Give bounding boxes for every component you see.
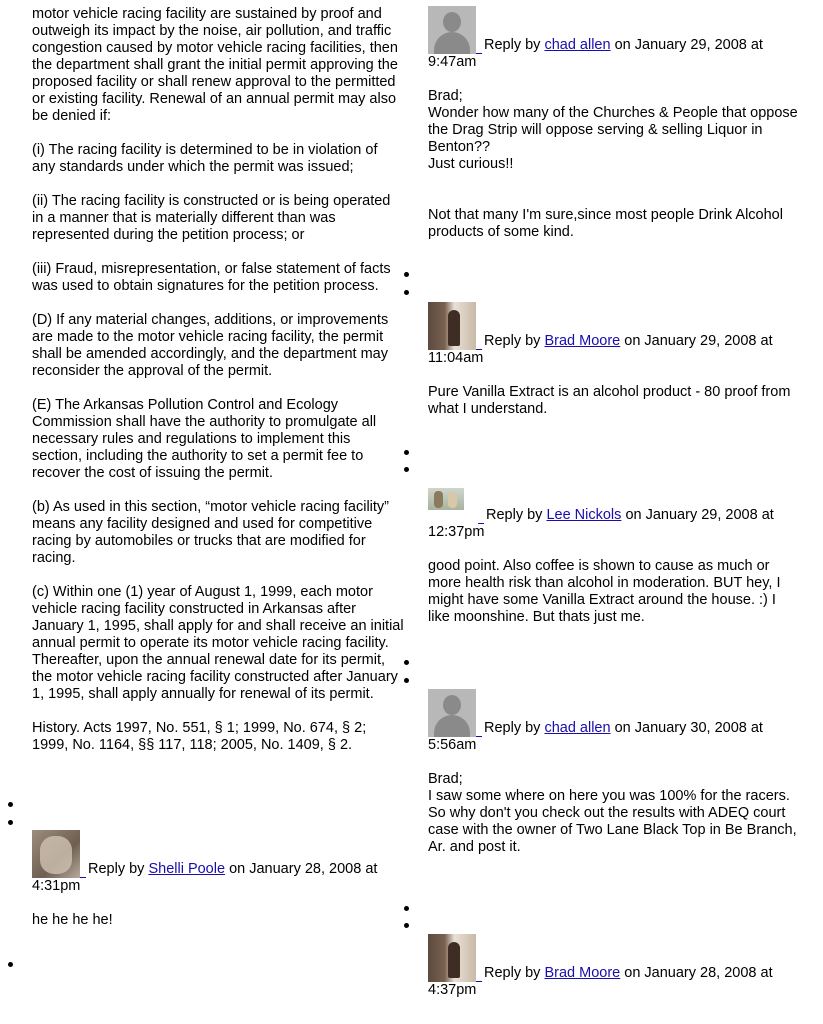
statute-paragraph: motor vehicle racing facility are sustained by proof and outweigh its impact by the noise, air pollution, and traffic congestion caused by motor vehicle racing facilities, then the department shall grant the initial permit approving the proposed facility or shall renew approval to the permitted or existing facility. Renewal of an annual permit may also be denied if: (32, 6, 398, 124)
author-link[interactable]: Shelli Poole (148, 861, 226, 877)
author-link[interactable]: Brad Moore (544, 965, 621, 981)
comment-time: 9:47am (428, 54, 477, 70)
comment-header: Reply by chad allen on January 29, 2008 at 9:47am (428, 6, 800, 71)
comment (428, 689, 800, 856)
list-bullet (404, 660, 409, 665)
comment-time: 5:56am (428, 737, 477, 753)
statute-paragraph: (ii) The racing facility is constructed or is being operated in a manner that is materially different than was represented during the petition process; or (32, 193, 391, 243)
comment-header: Reply by Shelli Poole on January 28, 2008 at 4:31pm (32, 830, 404, 895)
statute-history: History. Acts 1997, No. 551, § 1; 1999, No. 674, § 2; 1999, No. 1164, §§ 117, 118; 2005, No. 1409, § 2. (32, 720, 367, 753)
comment-header: Reply by Lee Nickols on January 29, 2008 at 12:37pm (428, 488, 800, 541)
statute-paragraph: (D) If any material changes, additions, or improvements are made to the motor vehicle racing facility, the permit shall be amended accordingly, and the department may reconsider the approval of the permit. (32, 312, 389, 379)
statute-paragraph: (E) The Arkansas Pollution Control and Ecology Commission shall have the authority to promulgate all necessary rules and regulations to implement this section, including the authority to set a permit fee to recover the cost of issuing the permit. (32, 397, 377, 481)
comment-date: January 29, 2008 at (645, 507, 774, 523)
statute-paragraph: (c) Within one (1) year of August 1, 1999, each motor vehicle racing facility constructed in Arkansas after January 1, 1995, shall apply for and shall receive an initial annual permit to operate its motor vehicle racing facility. Thereafter, upon the annual renewal date for its permit, the motor vehicle racing facility constructed after January 1, 1995, shall apply annually for renewal of its permit. (32, 584, 404, 702)
list-bullet (8, 962, 13, 967)
list-bullet (404, 923, 409, 928)
comment-time: 4:37pm (428, 982, 477, 998)
comment-text: So why don't you check out the results with ADEQ court case with the owner of Two Lane Black Top in Be Branch, Ar. and post it. (428, 805, 797, 855)
comment-header: Reply by Brad Moore on January 29, 2008 at 11:04am (428, 302, 800, 367)
avatar[interactable] (428, 689, 476, 737)
comment (32, 830, 404, 929)
comment-text: Brad; (428, 88, 463, 104)
list-bullet (404, 272, 409, 277)
list-bullet (8, 802, 13, 807)
comment-text: good point. Also coffee is shown to cause as much or more health risk than alcohol in moderation. BUT hey, I might have some Vanilla Extract around the house. :) I like moonshine. But thats just me. (428, 558, 781, 625)
comment-date: January 30, 2008 at (634, 720, 763, 736)
comment-header: Reply by Brad Moore on January 28, 2008 at 4:37pm (428, 934, 800, 999)
avatar[interactable] (428, 302, 476, 350)
author-link[interactable]: chad allen (544, 720, 611, 736)
list-bullet (404, 467, 409, 472)
comment-text: Just curious!! (428, 156, 514, 172)
avatar[interactable] (428, 934, 476, 982)
comment (428, 488, 800, 626)
statute-paragraph: (b) As used in this section, “motor vehicle racing facility” means any facility designed and used for competitive racing by automobiles or trucks that are modified for racing. (32, 499, 389, 566)
comment-date: January 29, 2008 at (644, 333, 773, 349)
comment-text: Not that many I'm sure,since most people Drink Alcohol products of some kind. (428, 207, 783, 240)
comment-text: Wonder how many of the Churches & People that oppose the Drag Strip will oppose serving & selling Liquor in Benton?? (428, 105, 798, 155)
comment-time: 4:31pm (32, 878, 81, 894)
comment-time: 11:04am (428, 350, 484, 366)
author-link[interactable]: chad allen (544, 37, 611, 53)
comment-header: Reply by chad allen on January 30, 2008 at 5:56am (428, 689, 800, 754)
comment-date: January 29, 2008 at (634, 37, 763, 53)
comment (428, 6, 800, 241)
comment-date: January 28, 2008 at (644, 965, 773, 981)
comment (428, 934, 800, 999)
avatar[interactable] (428, 488, 464, 510)
statute-paragraph: (i) The racing facility is determined to be in violation of any standards under which the permit was issued; (32, 142, 378, 175)
comment-text: Brad; (428, 771, 463, 787)
statute-paragraph: (iii) Fraud, misrepresentation, or false statement of facts was used to obtain signatures for the petition process. (32, 261, 391, 294)
author-link[interactable]: Lee Nickols (546, 507, 622, 523)
author-link[interactable]: Brad Moore (544, 333, 621, 349)
comment (428, 302, 800, 418)
comment-text: he he he he! (32, 912, 113, 928)
comment-text: I saw some where on here you was 100% for the racers. (428, 788, 790, 804)
comment-date: January 28, 2008 at (249, 861, 378, 877)
left-column (32, 6, 404, 771)
comment-time: 12:37pm (428, 524, 485, 540)
list-bullet (8, 820, 13, 825)
list-bullet (404, 906, 409, 911)
list-bullet (404, 290, 409, 295)
list-bullet (404, 678, 409, 683)
comment-text: Pure Vanilla Extract is an alcohol product - 80 proof from what I understand. (428, 384, 791, 417)
list-bullet (404, 450, 409, 455)
avatar[interactable] (32, 830, 80, 878)
avatar[interactable] (428, 6, 476, 54)
